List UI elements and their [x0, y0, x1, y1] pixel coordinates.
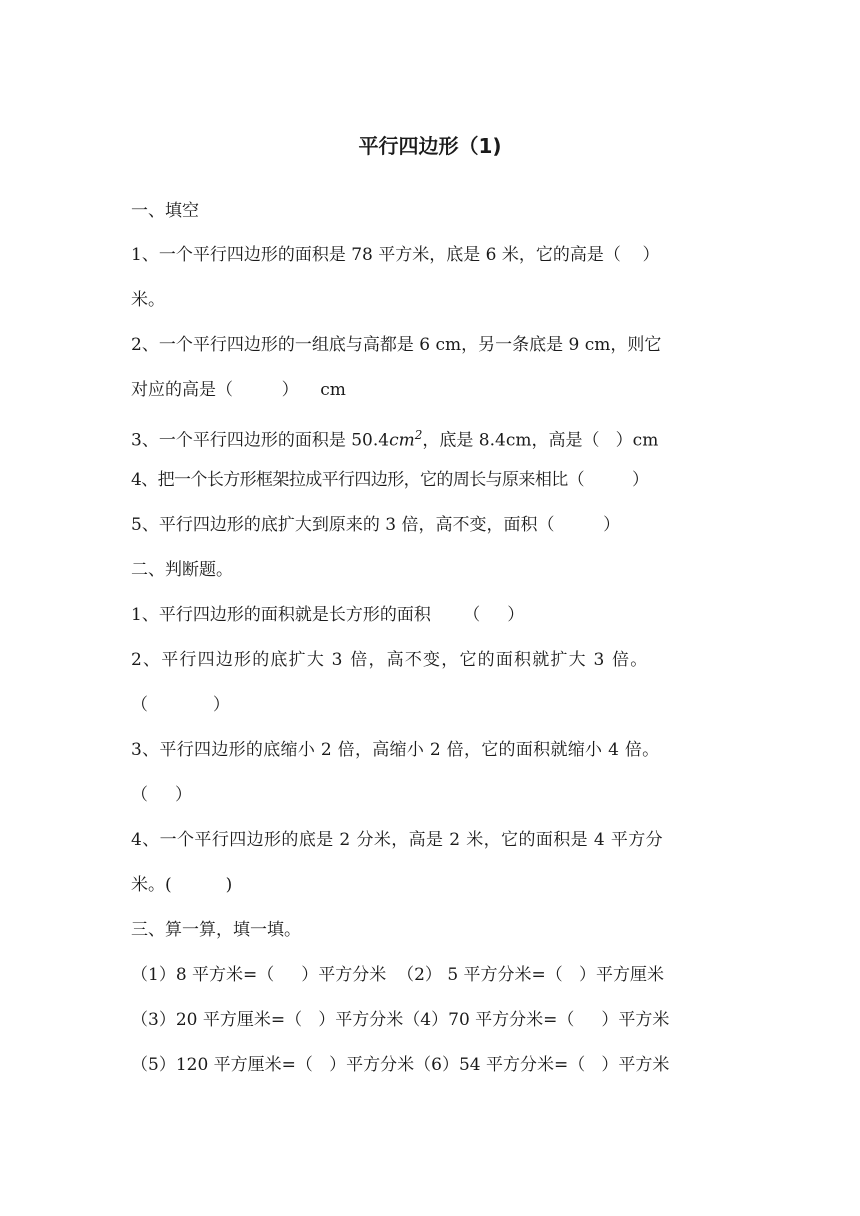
judge-question-2-line-1: 2、平行四边形的底扩大 3 倍，高不变，它的面积就扩大 3 倍。 [131, 650, 649, 670]
fill-question-4: 4、把一个长方形框架拉成平行四边形，它的周长与原来相比（ ） [131, 470, 649, 490]
page-title: 平行四边形（1) [358, 134, 502, 158]
judge-question-3-line-2: （ ） [131, 785, 193, 805]
section-calc-heading: 三、算一算，填一填。 [131, 920, 301, 940]
judge-question-4-line-2: 米。( ) [131, 875, 233, 895]
section-fill-heading: 一、填空 [131, 201, 199, 221]
section-judge-heading: 二、判断题。 [131, 560, 233, 580]
judge-question-3-line-1: 3、平行四边形的底缩小 2 倍，高缩小 2 倍，它的面积就缩小 4 倍。 [131, 740, 660, 760]
fill-question-2-line-2: 对应的高是（ ） cm [131, 380, 346, 400]
fill-question-3-exponent: 2 [414, 428, 423, 442]
judge-question-1: 1、平行四边形的面积就是长方形的面积 （ ） [131, 605, 525, 625]
calc-row-3: （5）120 平方厘米=（ ）平方分米（6）54 平方分米=（ ）平方米 [131, 1055, 670, 1075]
fill-question-5: 5、平行四边形的底扩大到原来的 3 倍，高不变，面积（ ） [131, 515, 621, 535]
judge-question-4-line-1: 4、一个平行四边形的底是 2 分米，高是 2 米，它的面积是 4 平方分 [131, 830, 664, 850]
fill-question-3 [131, 420, 731, 456]
fill-question-3-text: 3、一个平行四边形的面积是 50.4 [131, 430, 390, 451]
fill-question-1-line-1: 1、一个平行四边形的面积是 78 平方米，底是 6 米，它的高是（ ） [131, 245, 660, 265]
fill-question-2-line-1: 2、一个平行四边形的一组底与高都是 6 cm，另一条底是 9 cm，则它 [131, 335, 662, 355]
calc-row-2: （3）20 平方厘米=（ ）平方分米（4）70 平方分米=（ ）平方米 [131, 1010, 670, 1030]
calc-row-1: （1）8 平方米=（ ）平方分米 （2） 5 平方分米=（ ）平方厘米 [131, 965, 665, 985]
fill-question-3-unit: cm [389, 430, 415, 451]
fill-question-3-rest: ，底是 8.4cm，高是（ ）cm [422, 430, 659, 451]
judge-question-2-line-2: （ ） [131, 695, 230, 715]
fill-question-1-line-2: 米。 [131, 290, 165, 310]
